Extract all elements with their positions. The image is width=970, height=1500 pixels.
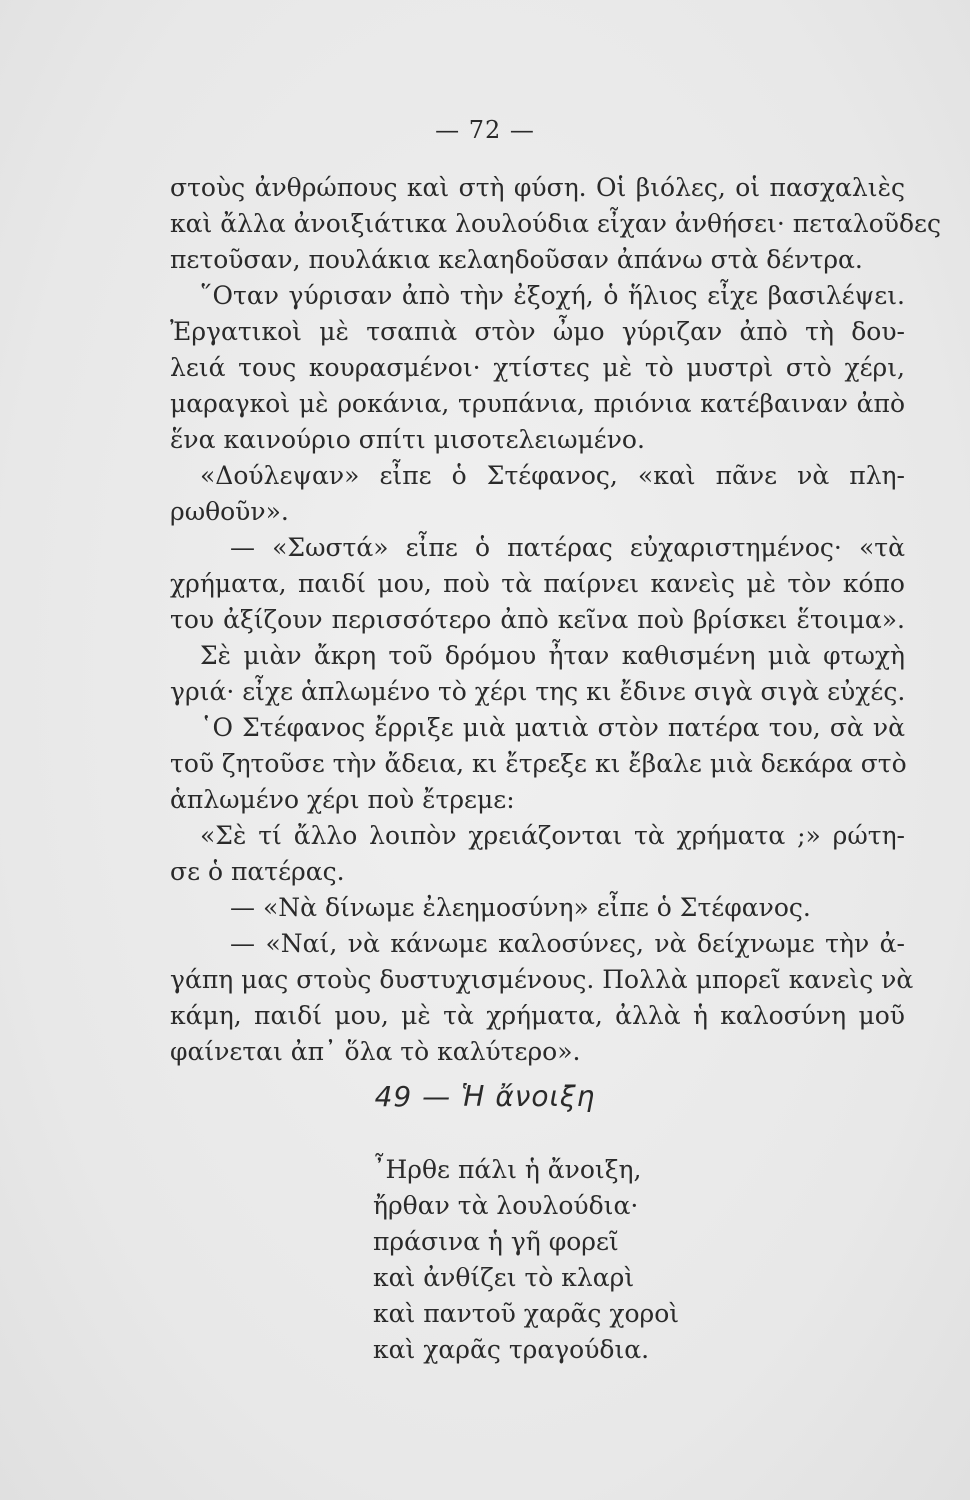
text-line: πετοῦσαν, πουλάκια κελαηδοῦσαν ἀπάνω στὰ δέντρα. — [170, 245, 863, 274]
text-line: γάπη μας στοὺς δυστυχισμένους. Πολλὰ μπορεῖ κανεὶς νὰ — [170, 965, 914, 994]
text-line: — «Σωστά» εἶπε ὁ πατέρας εὐχαριστημένος· «τὰ — [230, 533, 905, 562]
text-line: ρωθοῦν». — [170, 497, 289, 526]
text-line: φαίνεται ἀπ᾿ ὅλα τὸ καλύτερο». — [170, 1037, 581, 1066]
text-line: χρήματα, παιδί μου, ποὺ τὰ παίρνει κανεὶς μὲ τὸν κόπο — [170, 569, 905, 598]
text-line: γριά· εἶχε ἁπλωμένο τὸ χέρι της κι ἔδινε σιγὰ σιγὰ εὐχές. — [170, 677, 906, 706]
text-line: λειά τους κουρασμένοι· χτίστες μὲ τὸ μυστρὶ στὸ χέρι, — [170, 353, 905, 382]
text-line: «Σὲ τί ἄλλο λοιπὸν χρειάζονται τὰ χρήματα ;» ρώτη- — [200, 821, 905, 850]
text-line: κάμη, παιδί μου, μὲ τὰ χρήματα, ἀλλὰ ἡ καλοσύνη μοῦ — [170, 1001, 905, 1030]
text-line: ἁπλωμένο χέρι ποὺ ἔτρεμε: — [170, 785, 515, 814]
poem-line: καὶ χαρᾶς τραγούδια. — [373, 1335, 650, 1364]
text-line: στοὺς ἀνθρώπους καὶ στὴ φύση. Οἱ βιόλες, οἱ πασχαλιὲς — [170, 173, 905, 202]
text-line: ῞Οταν γύρισαν ἀπὸ τὴν ἐξοχή, ὁ ἥλιος εἶχε βασιλέψει. — [200, 281, 905, 310]
section-heading: 49 — Ἡ ἄνοιξη — [374, 1080, 596, 1113]
text-line: «Δούλεψαν» εἶπε ὁ Στέφανος, «καὶ πᾶνε νὰ πλη- — [200, 461, 905, 490]
text-line: σε ὁ πατέρας. — [170, 857, 345, 886]
poem-line: καὶ ἀνθίζει τὸ κλαρὶ — [373, 1263, 635, 1292]
text-line: ῾Ο Στέφανος ἔρριξε μιὰ ματιὰ στὸν πατέρα του, σὰ νὰ — [200, 713, 905, 742]
text-line: Ἐργατικοὶ μὲ τσαπιὰ στὸν ὦμο γύριζαν ἀπὸ τὴ δου- — [170, 317, 905, 346]
poem-line: ἤρθαν τὰ λουλούδια· — [373, 1191, 639, 1220]
page-number: — 72 — — [435, 116, 535, 144]
text-line: του ἀξίζουν περισσότερο ἀπὸ κεῖνα ποὺ βρίσκει ἕτοιμα». — [170, 605, 905, 634]
text-line: ἕνα καινούριο σπίτι μισοτελειωμένο. — [170, 425, 645, 454]
poem-line: πράσινα ἡ γῆ φορεῖ — [373, 1227, 619, 1256]
text-line: τοῦ ζητοῦσε τὴν ἄδεια, κι ἔτρεξε κι ἔβαλε μιὰ δεκάρα στὸ — [170, 749, 907, 778]
text-line: Σὲ μιὰν ἄκρη τοῦ δρόμου ἦταν καθισμένη μιὰ φτωχὴ — [200, 641, 905, 670]
text-line: — «Νὰ δίνωμε ἐλεημοσύνη» εἶπε ὁ Στέφανος. — [230, 893, 811, 922]
text-line: μαραγκοὶ μὲ ροκάνια, τρυπάνια, πριόνια κατέβαιναν ἀπὸ — [170, 389, 905, 418]
poem-line: καὶ παντοῦ χαρᾶς χοροὶ — [373, 1299, 680, 1328]
text-line: — «Ναί, νὰ κάνωμε καλοσύνες, νὰ δείχνωμε τὴν ἀ- — [230, 929, 905, 958]
poem-line: ῏Ηρθε πάλι ἡ ἄνοιξη, — [373, 1155, 642, 1184]
text-line: καὶ ἄλλα ἀνοιξιάτικα λουλούδια εἶχαν ἀνθήσει· πεταλοῦδες — [170, 209, 941, 238]
